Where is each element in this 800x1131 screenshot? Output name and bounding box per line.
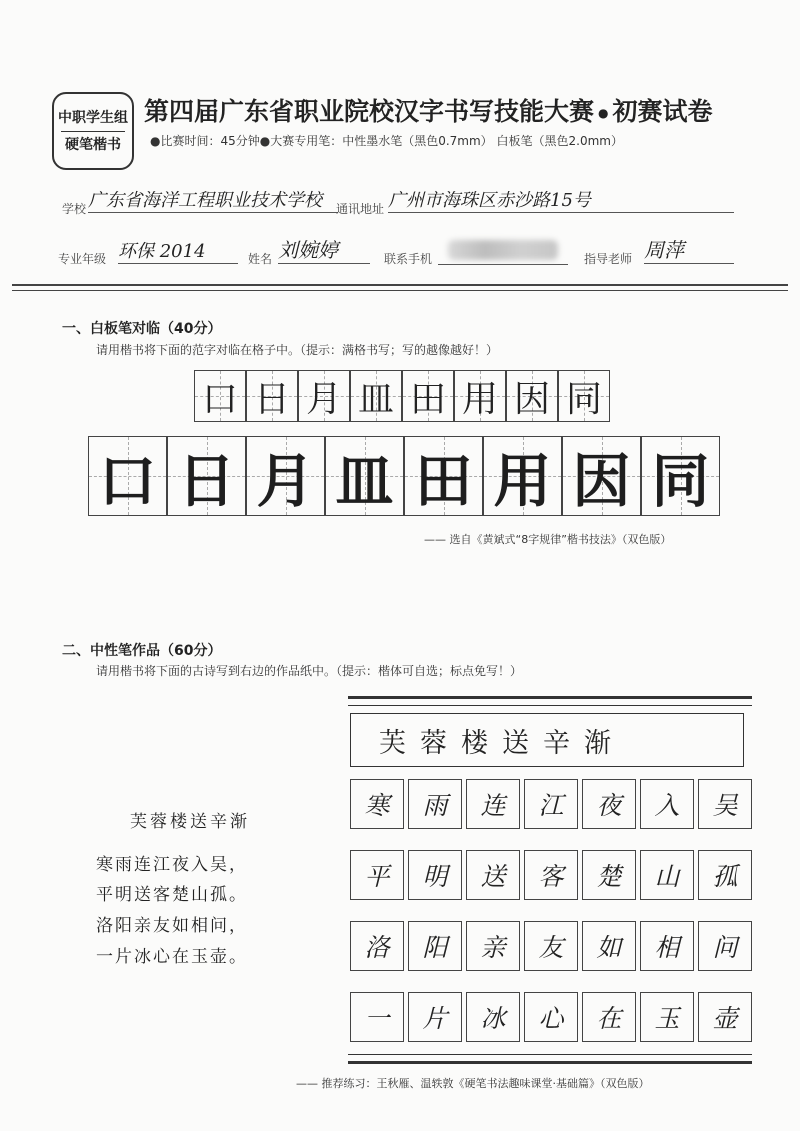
written-char-cell: 因: [562, 436, 641, 516]
major-label: 专业年级: [58, 252, 107, 266]
work-char-cell: 送: [466, 850, 520, 900]
work-char-cell: 一: [350, 992, 404, 1042]
work-char-cell: 连: [466, 779, 520, 829]
exam-title-suffix: 初赛试卷: [612, 97, 713, 126]
title-mark: ●: [598, 106, 609, 120]
work-char-cell: 友: [524, 921, 578, 971]
written-char-cell: 皿: [325, 436, 404, 516]
exam-subtitle: ●比赛时间：45分钟●大赛专用笔：中性墨水笔（黑色0.7mm） 白板笔（黑色2.0mm）: [150, 134, 623, 148]
model-char-cell: 同: [558, 370, 610, 422]
school-label: 学校: [62, 202, 87, 216]
work-char-cell: 片: [408, 992, 462, 1042]
work-char-cell: 入: [640, 779, 694, 829]
model-char-cell: 田: [402, 370, 454, 422]
written-char-cell: 用: [483, 436, 562, 516]
work-char-cell: 江: [524, 779, 578, 829]
exam-title-main: 第四届广东省职业院校汉字书写技能大赛: [144, 97, 595, 126]
work-char-cell: 亲: [466, 921, 520, 971]
group-stamp: [52, 92, 134, 170]
model-char-cell: 口: [194, 370, 246, 422]
work-char-cell: 夜: [582, 779, 636, 829]
section2-heading: 二、中性笔作品（60分）: [62, 643, 222, 659]
section1-source: —— 选自《黄斌式“8字规律”楷书技法》（双色版）: [424, 533, 672, 546]
teacher-value: 周萍: [644, 234, 734, 264]
poem-line: 寒雨连江夜入吴，: [96, 855, 248, 875]
written-char-cell: 口: [88, 436, 167, 516]
recommend-note: —— 推荐练习：王秋雁、温轶敦《硬笔书法趣味课堂·基础篇》（双色版）: [296, 1077, 650, 1090]
model-char-cell: 日: [246, 370, 298, 422]
model-char-cell: 月: [298, 370, 350, 422]
name-label: 姓名: [248, 252, 273, 266]
work-char-cell: 心: [524, 992, 578, 1042]
work-char-cell: 在: [582, 992, 636, 1042]
teacher-label: 指导老师: [584, 252, 633, 266]
model-char-cell: 因: [506, 370, 558, 422]
section2-instruction: 请用楷书将下面的古诗写到右边的作品纸中。（提示：楷体可自选；标点免写！）: [96, 664, 523, 678]
work-char-cell: 雨: [408, 779, 462, 829]
work-char-cell: 楚: [582, 850, 636, 900]
work-char-cell: 寒: [350, 779, 404, 829]
address-value: 广州市海珠区赤沙路15号: [388, 186, 734, 213]
school-value: 广东省海洋工程职业技术学校: [88, 186, 338, 213]
written-char-grid: [88, 436, 720, 516]
work-char-cell: 洛: [350, 921, 404, 971]
model-char-cell: 皿: [350, 370, 402, 422]
written-char-cell: 田: [404, 436, 483, 516]
work-paper-row: [350, 921, 752, 971]
work-char-cell: 如: [582, 921, 636, 971]
written-char-cell: 月: [246, 436, 325, 516]
work-paper-row: [350, 992, 752, 1042]
section1-instruction: 请用楷书将下面的范字对临在格子中。（提示：满格书写；写的越像越好！）: [96, 343, 499, 357]
exam-title: [144, 92, 713, 128]
written-char-cell: 日: [167, 436, 246, 516]
name-value: 刘婉婷: [278, 234, 370, 264]
poem-line: 洛阳亲友如相问，: [96, 916, 248, 936]
phone-field: [438, 236, 568, 265]
work-char-cell: 平: [350, 850, 404, 900]
work-char-cell: 相: [640, 921, 694, 971]
work-char-cell: 孤: [698, 850, 752, 900]
poem-title: 芙蓉楼送辛渐: [130, 812, 250, 832]
address-label: 通讯地址: [336, 202, 385, 216]
work-char-cell: 冰: [466, 992, 520, 1042]
work-paper-row: [350, 850, 752, 900]
header-separator: [12, 284, 788, 291]
work-char-cell: 阳: [408, 921, 462, 971]
major-value: 环保 2014: [118, 237, 238, 264]
work-char-cell: 山: [640, 850, 694, 900]
stamp-top-text: 中职学生组: [58, 109, 128, 126]
poem-line: 平明送客楚山孤。: [96, 885, 248, 905]
model-char-grid: [194, 370, 610, 422]
work-char-cell: 玉: [640, 992, 694, 1042]
redacted-phone: [448, 240, 558, 260]
work-paper-row: [350, 779, 752, 829]
work-char-cell: 吴: [698, 779, 752, 829]
work-char-cell: 问: [698, 921, 752, 971]
work-paper-title: 芙蓉楼送辛渐: [350, 713, 744, 767]
section1-heading: 一、白板笔对临（40分）: [62, 321, 222, 337]
written-char-cell: 同: [641, 436, 720, 516]
poem-line: 一片冰心在玉壶。: [96, 947, 248, 967]
model-char-cell: 用: [454, 370, 506, 422]
phone-label: 联系手机: [384, 252, 433, 266]
work-char-cell: 明: [408, 850, 462, 900]
work-char-cell: 客: [524, 850, 578, 900]
stamp-bottom-text: 硬笔楷书: [65, 136, 121, 153]
work-char-cell: 壶: [698, 992, 752, 1042]
